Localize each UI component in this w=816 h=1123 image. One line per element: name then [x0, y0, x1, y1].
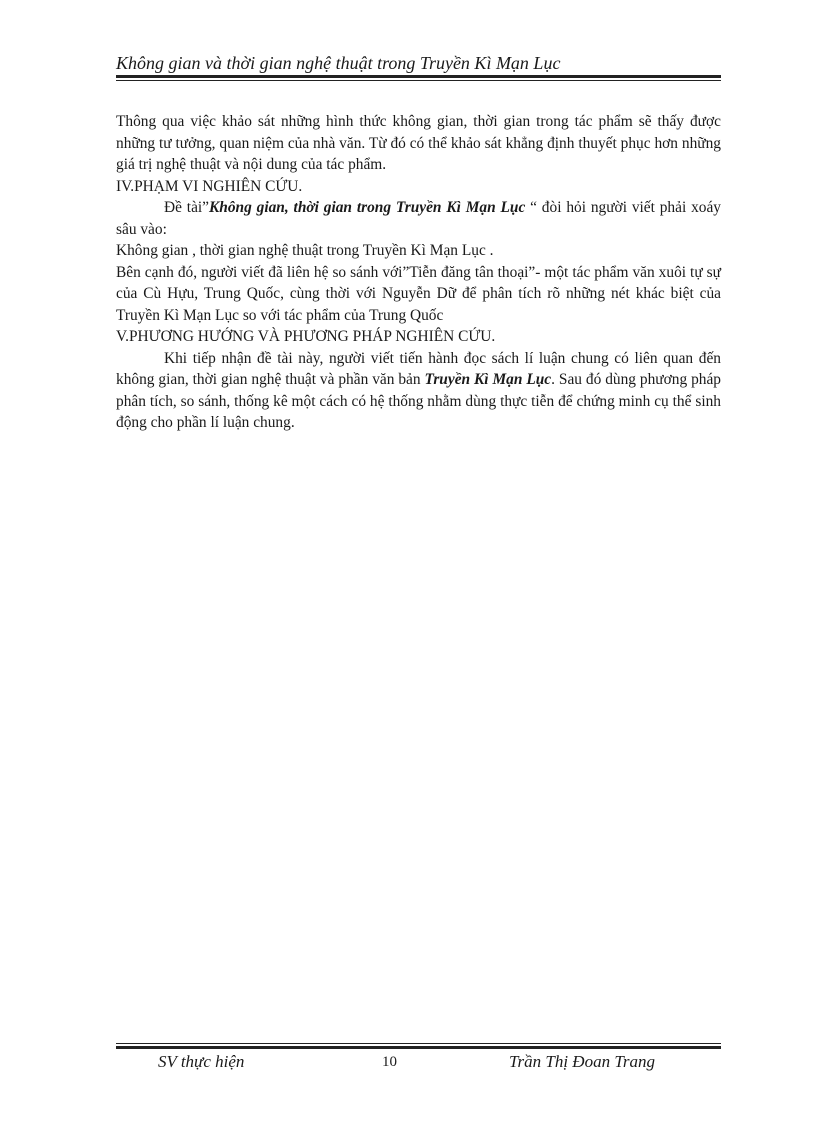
paragraph-comparison: Bên cạnh đó, người viết đã liên hệ so sánh với”Tiễn đăng tân thoại”- một tác phẩm văn xuôi tự sự của Cù Hựu, Trung Quốc, cùng thời với Nguyễn Dữ để phân tích rõ những nét khác biệt của Truyền Kì Mạn Lục so với tác phẩm của Trung Quốc	[116, 263, 721, 324]
method-tail-text: . Sau đó dùng phương pháp phân tích, so sánh, thống kê một cách có hệ thống nhằm dùng thực tiễn để chứng minh cụ thể sinh động cho phần lí luận chung.	[116, 371, 722, 431]
page-body	[116, 111, 721, 434]
paragraph-method	[116, 348, 721, 434]
header-title: Không gian và thời gian nghệ thuật trong Truyền Kì Mạn Lục	[116, 53, 561, 73]
topic-tail-text: “ đòi hỏi người viết phải xoáy sâu vào:	[116, 199, 721, 238]
paragraph-intro: Thông qua việc khảo sát những hình thức không gian, thời gian trong tác phẩm sẽ thấy được những tư tưởng, quan niệm của nhà văn. Từ đó có thể khảo sát khẳng định thuyết phục hơn những giá trị nghệ thuật và nội dung của tác phẩm.	[116, 113, 721, 173]
method-lead-text: Khi tiếp nhận đề tài này, người viết tiến hành đọc sách lí luận chung có liên quan đến không gian, thời gian nghệ thuật và phần văn bản	[116, 349, 721, 388]
section-heading-scope: IV.PHẠM VI NGHIÊN CỨU.	[116, 177, 303, 195]
section-heading-method: V.PHƯƠNG HƯỚNG VÀ PHƯƠNG PHÁP NGHIÊN CỨU.	[116, 328, 496, 345]
footer-author-name: Trần Thị Đoan Trang	[509, 1052, 655, 1071]
topic-lead-text: Đề tài”	[164, 199, 210, 216]
footer-author-label: SV thực hiện	[158, 1052, 245, 1071]
paragraph-focus: Không gian , thời gian nghệ thuật trong Truyền Kì Mạn Lục .	[116, 242, 494, 259]
paragraph-topic	[116, 197, 721, 240]
footer-rule-thick	[116, 1046, 721, 1049]
method-title-emphasis: Truyền Kì Mạn Lục	[424, 371, 552, 388]
header-rule-thin	[116, 80, 721, 81]
topic-title-emphasis: Không gian, thời gian trong Truyền Kì Mạn Lục	[209, 199, 526, 216]
footer-page-number: 10	[382, 1054, 397, 1070]
footer-rule-thin	[116, 1043, 721, 1044]
header-rule-thick	[116, 75, 721, 78]
